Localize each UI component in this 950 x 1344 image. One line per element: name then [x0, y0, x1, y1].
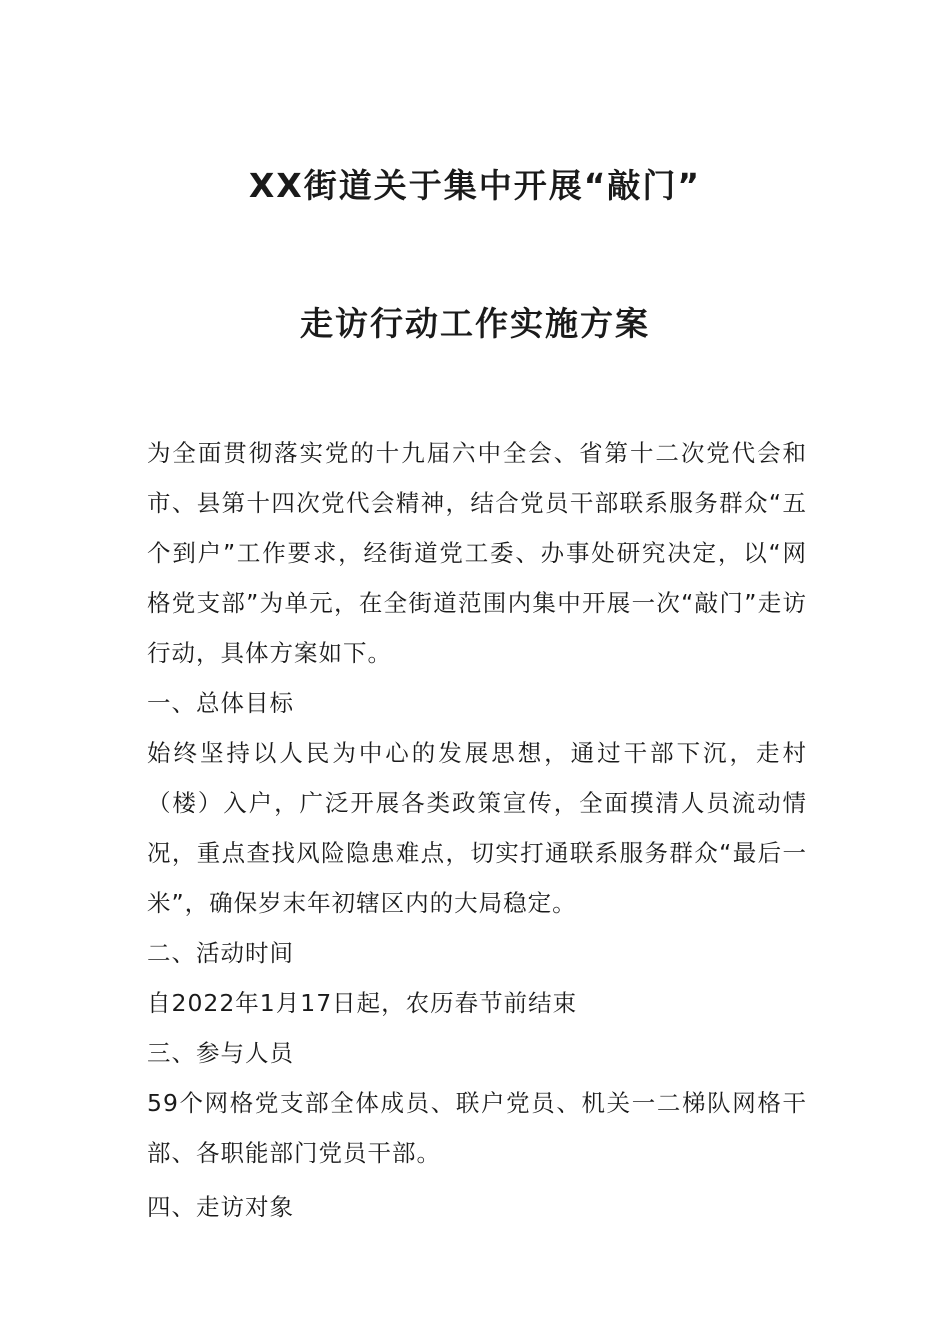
document-title-line-2: 走访行动工作实施方案 — [300, 304, 650, 343]
document-body — [147, 428, 807, 1232]
section-content-time: 自2022年1月17日起，农历春节前结束 — [147, 989, 578, 1017]
section-heading-goal: 一、总体目标 — [147, 689, 294, 717]
document-title-line-1: XX街道关于集中开展“敲门” — [248, 166, 702, 205]
section-heading-participants: 三、参与人员 — [147, 1039, 294, 1067]
section-content-goal: 始终坚持以人民为中心的发展思想，通过干部下沉，走村（楼）入户，广泛开展各类政策宣传，全面摸清人员流动情况，重点查找风险隐患难点，切实打通联系服务群众“最后一米”，确保岁末年初辖区内的大局稳定。 — [147, 739, 807, 917]
intro-paragraph: 为全面贯彻落实党的十九届六中全会、省第十二次党代会和市、县第十四次党代会精神，结合党员干部联系服务群众“五个到户”工作要求，经街道党工委、办事处研究决定，以“网格党支部”为单元，在全街道范围内集中开展一次“敲门”走访行动，具体方案如下。 — [147, 439, 807, 667]
section-content-participants: 59个网格党支部全体成员、联户党员、机关一二梯队网格干部、各职能部门党员干部。 — [147, 1089, 807, 1167]
section-heading-time: 二、活动时间 — [147, 939, 294, 967]
section-heading-targets: 四、走访对象 — [147, 1193, 294, 1221]
